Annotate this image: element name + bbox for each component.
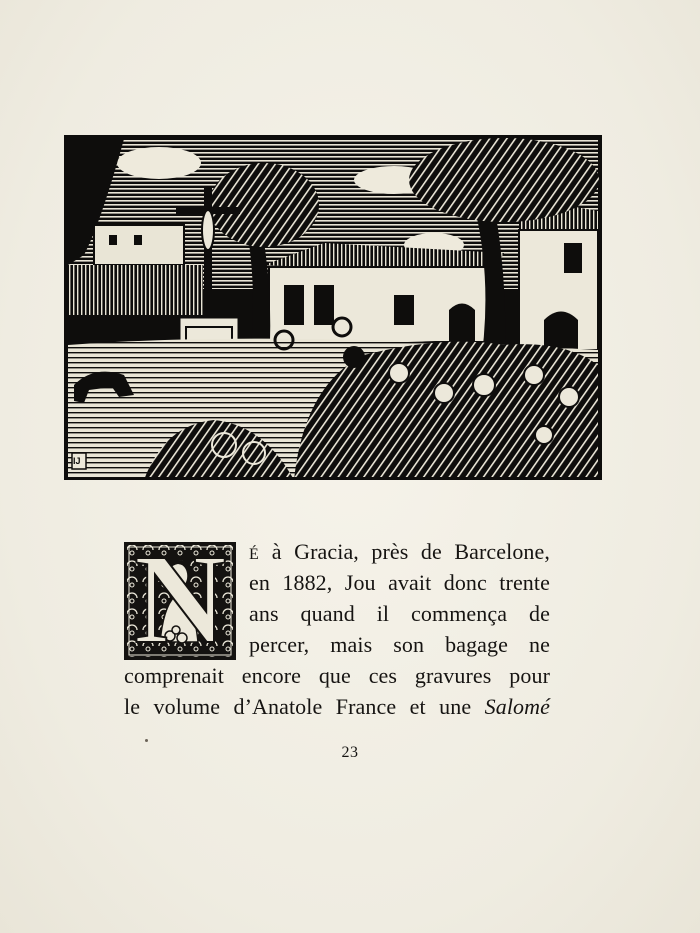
- text-line-1-smallcap: É: [249, 546, 260, 563]
- text-line-4: percer, mais son bagage ne: [249, 632, 550, 657]
- drop-cap-letter: N: [134, 528, 227, 670]
- text-block: [124, 528, 550, 722]
- drop-cap-ornament: [124, 528, 236, 670]
- text-line-6-plain: le volume d’Anatole France et une: [124, 694, 485, 719]
- text-line-6: [124, 691, 550, 722]
- text-line-2: en 1882, Jou avait donc trente: [249, 570, 550, 595]
- paper-speck: [145, 739, 148, 742]
- woodcut-monogram: IJ: [73, 456, 81, 466]
- woodcut-illustration: [64, 135, 602, 480]
- text-line-5: comprenait encore que ces gravures pour: [124, 663, 550, 688]
- text-line-6-italic: Salomé: [484, 694, 550, 719]
- page-number: 23: [341, 744, 359, 761]
- text-line-1-rest: à Gracia, près de Barcelone,: [259, 539, 550, 564]
- text-line-3: ans quand il commença de: [249, 601, 550, 626]
